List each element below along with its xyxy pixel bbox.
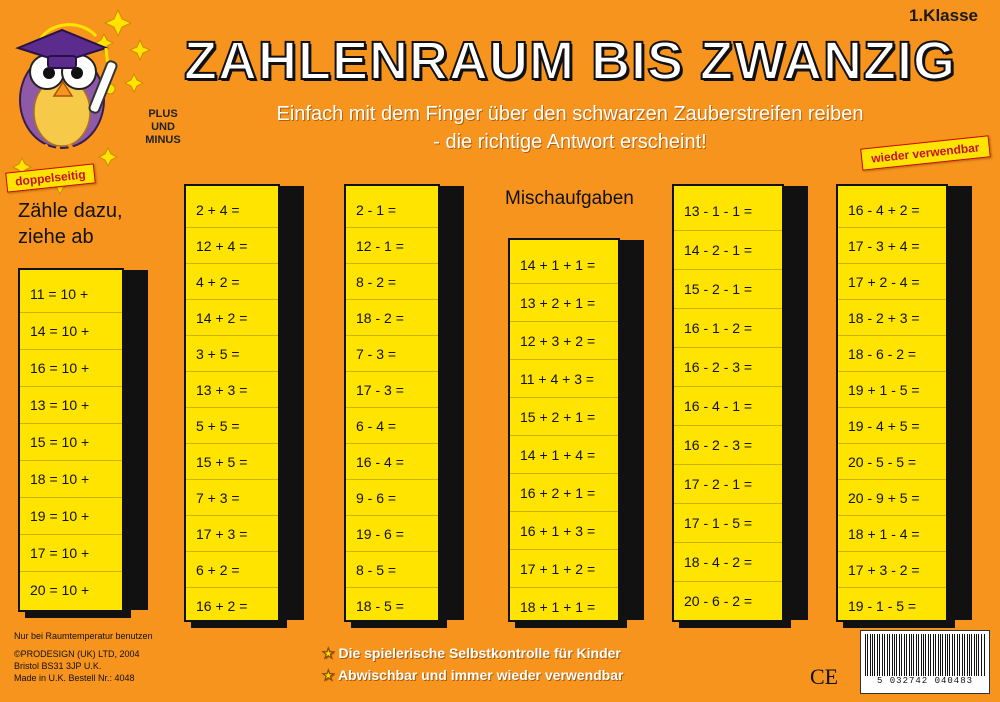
task-text: 19 - 1 - 5 = (848, 597, 917, 614)
task-row (510, 246, 618, 284)
task-text: 8 - 2 = (356, 273, 397, 290)
task-row (20, 461, 122, 498)
klasse-label: 1.Klasse (909, 6, 978, 25)
task-text: 17 + 2 - 4 = (848, 273, 920, 290)
task-text: 16 + 2 + 1 = (520, 484, 596, 501)
footer-made-in: Made in U.K. Bestell Nr.: 4048 (14, 673, 135, 683)
task-row (346, 444, 438, 480)
task-text: 17 - 3 = (356, 381, 404, 398)
task-row (838, 408, 946, 444)
task-row (20, 276, 122, 313)
card-misch-minus (672, 184, 784, 622)
task-row (20, 313, 122, 350)
task-text: 6 - 4 = (356, 417, 397, 434)
card-mischaufgaben (508, 238, 620, 622)
mischaufgaben-heading-wrap (505, 188, 665, 216)
task-text: 7 - 3 = (356, 345, 397, 362)
footer-bullet-2: Abwischbar und immer wieder verwendbar (337, 667, 624, 683)
task-row (346, 264, 438, 300)
footer-bullet-1: Die spielerische Selbstkontrolle für Kinder (338, 645, 621, 661)
left-heading: Zähle dazu, ziehe ab (18, 200, 123, 248)
task-text: 3 + 5 = (196, 345, 240, 362)
rows-minus-1 (346, 186, 438, 629)
task-row (346, 300, 438, 336)
star-icon: ★ (322, 645, 335, 661)
task-row (346, 408, 438, 444)
footer-left (14, 630, 153, 684)
task-text: 16 - 1 - 2 = (684, 320, 753, 336)
task-text: 18 - 6 - 2 = (848, 345, 917, 362)
task-row (838, 228, 946, 264)
page-title: ZAHLENRAUM BIS ZWANZIG (184, 31, 956, 91)
task-text: 19 = 10 + (30, 508, 90, 524)
plus-und-minus-label: PLUS UND MINUS (145, 108, 181, 146)
task-row (186, 516, 278, 552)
rows-misch-minus (674, 186, 782, 626)
task-row (838, 516, 946, 552)
task-row (186, 552, 278, 588)
task-row (346, 480, 438, 516)
rows-plus-1 (186, 186, 278, 629)
task-text: 4 + 2 = (196, 273, 240, 290)
task-text: 20 - 5 - 5 = (848, 453, 917, 470)
task-text: 14 + 1 + 1 = (520, 256, 596, 273)
task-row (674, 465, 782, 504)
task-text: 17 + 3 = (196, 525, 248, 542)
task-text: 18 - 5 = (356, 597, 404, 614)
task-row (838, 480, 946, 516)
task-row (346, 192, 438, 228)
task-row (346, 552, 438, 588)
task-row (510, 550, 618, 588)
task-text: 13 = 10 + (30, 397, 90, 413)
task-text: 15 + 2 + 1 = (520, 408, 596, 425)
task-text: 2 - 1 = (356, 201, 397, 218)
task-text: 18 - 4 - 2 = (684, 554, 753, 570)
task-row (838, 552, 946, 588)
task-text: 19 - 4 + 5 = (848, 417, 920, 434)
task-row (186, 408, 278, 444)
task-text: 16 + 2 = (196, 597, 248, 614)
task-row (510, 398, 618, 436)
task-row (510, 512, 618, 550)
task-text: 17 + 3 - 2 = (848, 561, 920, 578)
footer-address: Bristol BS31 3JP U.K. (14, 661, 102, 671)
task-text: 19 - 6 = (356, 525, 404, 542)
magic-strip[interactable] (946, 186, 972, 620)
task-row (20, 350, 122, 387)
task-text: 11 = 10 + (30, 286, 89, 302)
task-row (838, 372, 946, 408)
task-row (674, 309, 782, 348)
task-text: 15 + 5 = (196, 453, 248, 470)
task-row (186, 336, 278, 372)
task-text: 13 + 3 = (196, 381, 248, 398)
task-row (186, 444, 278, 480)
rows-zaehle-dazu (20, 270, 122, 614)
magic-strip[interactable] (122, 270, 148, 610)
task-text: 6 + 2 = (196, 561, 240, 578)
task-text: 18 - 2 + 3 = (848, 309, 920, 326)
task-row (186, 480, 278, 516)
task-row (838, 444, 946, 480)
subtitle (150, 100, 990, 156)
task-row (346, 372, 438, 408)
task-text: 13 - 1 - 1 = (684, 203, 753, 219)
task-row (674, 387, 782, 426)
column-zaehle-dazu (18, 268, 124, 612)
task-text: 14 + 2 = (196, 309, 248, 326)
footer-copyright: ©PRODESIGN (UK) LTD, 2004 (14, 649, 140, 659)
task-row (510, 360, 618, 398)
column-misch-plus-minus (836, 184, 948, 622)
task-row (186, 192, 278, 228)
task-text: 17 - 2 - 1 = (684, 476, 753, 492)
task-text: 13 + 2 + 1 = (520, 294, 596, 311)
task-row (674, 348, 782, 387)
task-row (674, 582, 782, 620)
task-text: 16 - 4 = (356, 453, 404, 470)
task-row (674, 231, 782, 270)
task-row (674, 543, 782, 582)
card-zaehle-dazu (18, 268, 124, 612)
task-row (674, 192, 782, 231)
column-minus-1 (344, 184, 440, 622)
task-row (186, 372, 278, 408)
task-text: 2 + 4 = (196, 201, 240, 218)
task-text: 17 - 1 - 5 = (684, 515, 753, 531)
mischaufgaben-heading: Mischaufgaben (505, 188, 634, 209)
task-row (510, 284, 618, 322)
task-row (20, 535, 122, 572)
column-misch-minus (672, 184, 784, 622)
task-row (510, 588, 618, 625)
task-text: 8 - 5 = (356, 561, 397, 578)
task-row (838, 336, 946, 372)
task-text: 18 + 1 - 4 = (848, 525, 920, 542)
rows-mischaufgaben (510, 240, 618, 631)
task-row (510, 474, 618, 512)
task-row (346, 228, 438, 264)
barcode-bars (865, 634, 985, 676)
task-text: 12 - 1 = (356, 237, 404, 254)
card-misch-plus-minus (836, 184, 948, 622)
task-row (510, 322, 618, 360)
magic-strip[interactable] (618, 240, 644, 620)
card-plus-1 (184, 184, 280, 622)
magic-strip[interactable] (438, 186, 464, 620)
task-text: 18 = 10 + (30, 471, 90, 487)
task-row (838, 192, 946, 228)
task-text: 16 = 10 + (30, 360, 90, 376)
card-minus-1 (344, 184, 440, 622)
ce-mark: CE (810, 664, 839, 689)
task-text: 20 - 6 - 2 = (684, 593, 753, 609)
task-row (346, 336, 438, 372)
badge-wieder-verwendbar: wieder verwendbar (860, 135, 990, 170)
task-row (20, 572, 122, 608)
task-row (838, 588, 946, 623)
badge-doppelseitig: doppelseitig (5, 163, 95, 192)
column-plus-1 (184, 184, 280, 622)
magic-strip[interactable] (278, 186, 304, 620)
rows-misch-plus-minus (838, 186, 946, 629)
task-row (20, 424, 122, 461)
task-text: 9 - 6 = (356, 489, 397, 506)
task-text: 12 + 3 + 2 = (520, 332, 596, 349)
task-text: 16 - 2 - 3 = (684, 359, 753, 375)
task-text: 17 = 10 + (30, 545, 90, 561)
task-row (838, 264, 946, 300)
task-text: 16 - 4 - 1 = (684, 398, 753, 414)
task-text: 15 - 2 - 1 = (684, 281, 753, 297)
footer-bullets (322, 642, 623, 686)
task-text: 16 - 4 + 2 = (848, 201, 920, 218)
star-icon: ★ (322, 667, 335, 683)
task-text: 16 - 2 - 3 = (684, 437, 753, 453)
footer-note: Nur bei Raumtemperatur benutzen (14, 631, 153, 641)
task-text: 15 = 10 + (30, 434, 90, 450)
task-row (20, 498, 122, 535)
subtitle-line-1: Einfach mit dem Finger über den schwarzen Zauberstreifen reiben (276, 103, 864, 125)
barcode-number: 5 032742 040483 (876, 676, 973, 686)
task-row (186, 264, 278, 300)
task-row (20, 387, 122, 424)
task-row (186, 228, 278, 264)
task-text: 12 + 4 = (196, 237, 248, 254)
column-mischaufgaben (508, 238, 620, 622)
magic-strip[interactable] (782, 186, 808, 620)
task-text: 17 + 1 + 2 = (520, 560, 596, 577)
task-text: 5 + 5 = (196, 417, 240, 434)
task-text: 17 - 3 + 4 = (848, 237, 920, 254)
task-row (674, 270, 782, 309)
task-text: 11 + 4 + 3 = (520, 370, 595, 387)
task-row (346, 588, 438, 623)
task-text: 20 - 9 + 5 = (848, 489, 920, 506)
task-text: 18 + 1 + 1 = (520, 598, 596, 615)
task-text: 7 + 3 = (196, 489, 240, 506)
task-text: 14 - 2 - 1 = (684, 242, 753, 258)
task-text: 14 + 1 + 4 = (520, 446, 596, 463)
task-row (186, 300, 278, 336)
task-row (346, 516, 438, 552)
task-row (510, 436, 618, 474)
subtitle-line-2: - die richtige Antwort erscheint! (433, 131, 707, 153)
task-row (838, 300, 946, 336)
task-text: 16 + 1 + 3 = (520, 522, 596, 539)
task-text: 20 = 10 + (30, 582, 90, 598)
task-row (186, 588, 278, 623)
task-text: 19 + 1 - 5 = (848, 381, 920, 398)
task-text: 14 = 10 + (30, 323, 90, 339)
barcode (860, 630, 990, 694)
task-row (674, 504, 782, 543)
task-row (674, 426, 782, 465)
task-text: 18 - 2 = (356, 309, 404, 326)
